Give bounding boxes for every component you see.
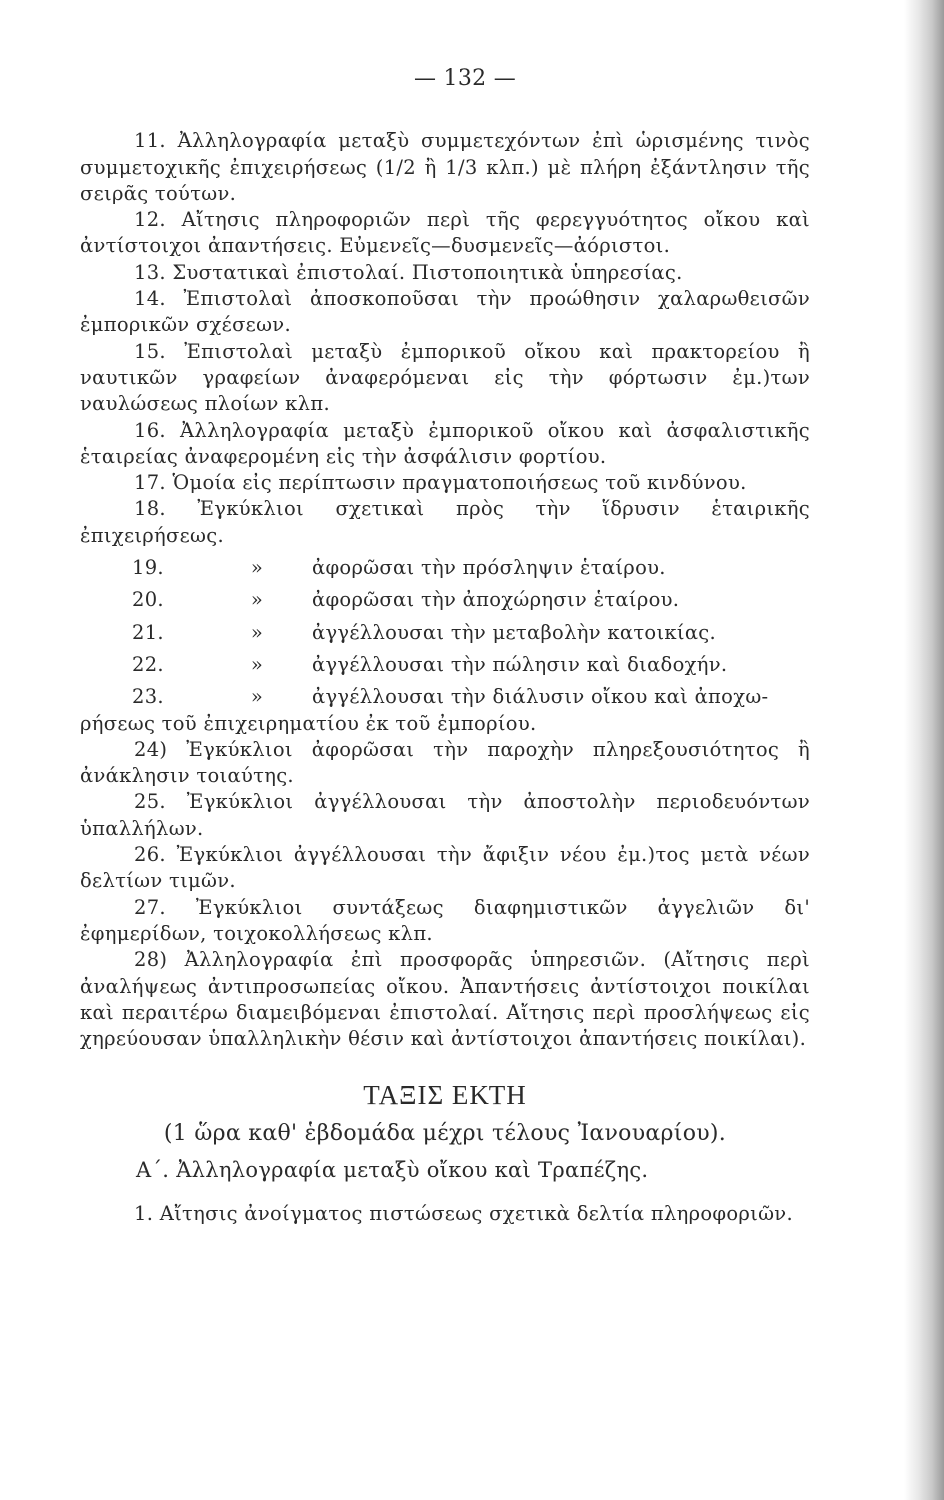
section-heading: ΤΑΞΙΣ ΕΚΤΗ bbox=[363, 1080, 527, 1111]
final-entry: 1. Αἴτησις ἀνοίγματος πιστώσεως σχετικὰ δελτία πληροφοριῶν. bbox=[134, 1202, 793, 1226]
entry-21-text: ἀγγέλλουσαι τὴν μεταβολὴν κατοικίας. bbox=[312, 620, 717, 644]
entry-22 bbox=[80, 652, 810, 678]
book-spine-shadow bbox=[904, 0, 944, 1500]
entry-11: 11. Ἀλληλογραφία μεταξὺ συμμετεχόντων ἐπὶ ὡρισμένης τινὸς συμμετοχικῆς ἐπιχειρήσεως (1/2 ἢ 1/3 κλπ.) μὲ πλήρη ἐξάντλησιν τῆς σειρᾶς τούτων. bbox=[80, 129, 810, 205]
entry-28: 28) Ἀλληλογραφία ἐπὶ προσφορᾶς ὑπηρεσιῶν. (Αἴτησις περὶ ἀναλήψεως ἀντιπροσωπείας οἴκου. Ἀπαντήσεις ἀντίστοιχοι ποικίλαι καὶ περαιτέρω διαμειβόμεναι ἐπιστολαί. Αἴτησις περὶ προσλήψεως εἰς χηρεύουσαν ὑπαλληλικὴν θέσιν καὶ ἀντίστοιχοι ἀπαντήσεις ποικίλαι). bbox=[80, 948, 810, 1051]
entry-23-text: ἀγγέλλουσαι τὴν διάλυσιν οἴκου καὶ ἀποχω- bbox=[312, 685, 769, 709]
entry-23-continuation: ρήσεως τοῦ ἐπιχειρηματίου ἐκ τοῦ ἐμπορίου. bbox=[80, 711, 537, 735]
entry-21 bbox=[80, 620, 810, 646]
entries-list bbox=[80, 128, 810, 1052]
entry-25: 25. Ἐγκύκλιοι ἀγγέλλουσαι τὴν ἀποστολὴν περιοδευόντων ὑπαλλήλων. bbox=[80, 790, 810, 840]
entry-24: 24) Ἐγκύκλιοι ἀφορῶσαι τὴν παροχὴν πληρεξουσιότητος ἢ ἀνάκλησιν τοιαύτης. bbox=[80, 737, 810, 788]
ditto-mark: » bbox=[250, 588, 264, 612]
section-subheading: (1 ὥρα καθ' ἑβδομάδα μέχρι τέλους Ἰανουαρίου). bbox=[163, 1120, 727, 1146]
entry-13: 13. Συστατικαὶ ἐπιστολαί. Πιστοποιητικὰ ὑπηρεσίας. bbox=[134, 260, 683, 284]
section-title: Α΄. Ἀλληλογραφία μεταξὺ οἴκου καὶ Τραπέζης. bbox=[136, 1157, 649, 1182]
entry-20 bbox=[80, 587, 810, 613]
entry-27: 27. Ἐγκύκλιοι συντάξεως διαφημιστικῶν ἀγγελιῶν δι' ἐφημερίδων, τοιχοκολλήσεως κλπ. bbox=[80, 895, 810, 945]
page-number: — 132 — bbox=[413, 66, 517, 91]
ditto-mark: » bbox=[250, 556, 264, 580]
ditto-mark: » bbox=[250, 685, 264, 709]
entry-18: 18. Ἐγκύκλιοι σχετικαὶ πρὸς τὴν ἵδρυσιν ἑταιρικῆς ἐπιχειρήσεως. bbox=[80, 497, 810, 547]
entry-21-num: 21. bbox=[132, 620, 164, 644]
entry-19 bbox=[80, 555, 810, 581]
ditto-mark: » bbox=[250, 652, 264, 676]
entry-22-text: ἀγγέλλουσαι τὴν πώλησιν καὶ διαδοχήν. bbox=[312, 652, 728, 676]
entry-16: 16. Ἀλληλογραφία μεταξὺ ἐμπορικοῦ οἴκου καὶ ἀσφαλιστικῆς ἑταιρείας ἀναφερομένη εἰς τὴν ἀσφάλισιν φορτίου. bbox=[80, 418, 810, 468]
entry-19-text: ἀφορῶσαι τὴν πρόσληψιν ἑταίρου. bbox=[312, 556, 666, 580]
ditto-mark: » bbox=[250, 620, 264, 644]
entry-14: 14. Ἐπιστολαὶ ἀποσκοποῦσαι τὴν προώθησιν χαλαρωθεισῶν ἐμπορικῶν σχέσεων. bbox=[80, 287, 810, 337]
entry-23-num: 23. bbox=[132, 685, 164, 709]
entry-26: 26. Ἐγκύκλιοι ἀγγέλλουσαι τὴν ἄφιξιν νέου ἐμ.)τος μετὰ νέων δελτίων τιμῶν. bbox=[80, 843, 810, 893]
entry-20-num: 20. bbox=[132, 588, 164, 612]
entry-22-num: 22. bbox=[132, 652, 164, 676]
entry-15: 15. Ἐπιστολαὶ μεταξὺ ἐμπορικοῦ οἴκου καὶ πρακτορείου ἢ ναυτικῶν γραφείων ἀναφερόμεναι εἰς τὴν φόρτωσιν ἐμ.)των ναυλώσεως πλοίων κλπ. bbox=[80, 339, 810, 416]
entry-19-num: 19. bbox=[132, 556, 164, 580]
entry-23 bbox=[80, 684, 810, 710]
entry-12: 12. Αἴτησις πληροφοριῶν περὶ τῆς φερεγγυότητος οἴκου καὶ ἀντίστοιχοι ἀπαντήσεις. Εὐμενεῖς—δυσμενεῖς—ἀόριστοι. bbox=[80, 208, 810, 258]
entry-17: 17. Ὁμοία εἰς περίπτωσιν πραγματοποιήσεως τοῦ κινδύνου. bbox=[134, 471, 747, 495]
entry-20-text: ἀφορῶσαι τὴν ἀποχώρησιν ἑταίρου. bbox=[312, 588, 680, 612]
book-page bbox=[80, 66, 810, 1228]
